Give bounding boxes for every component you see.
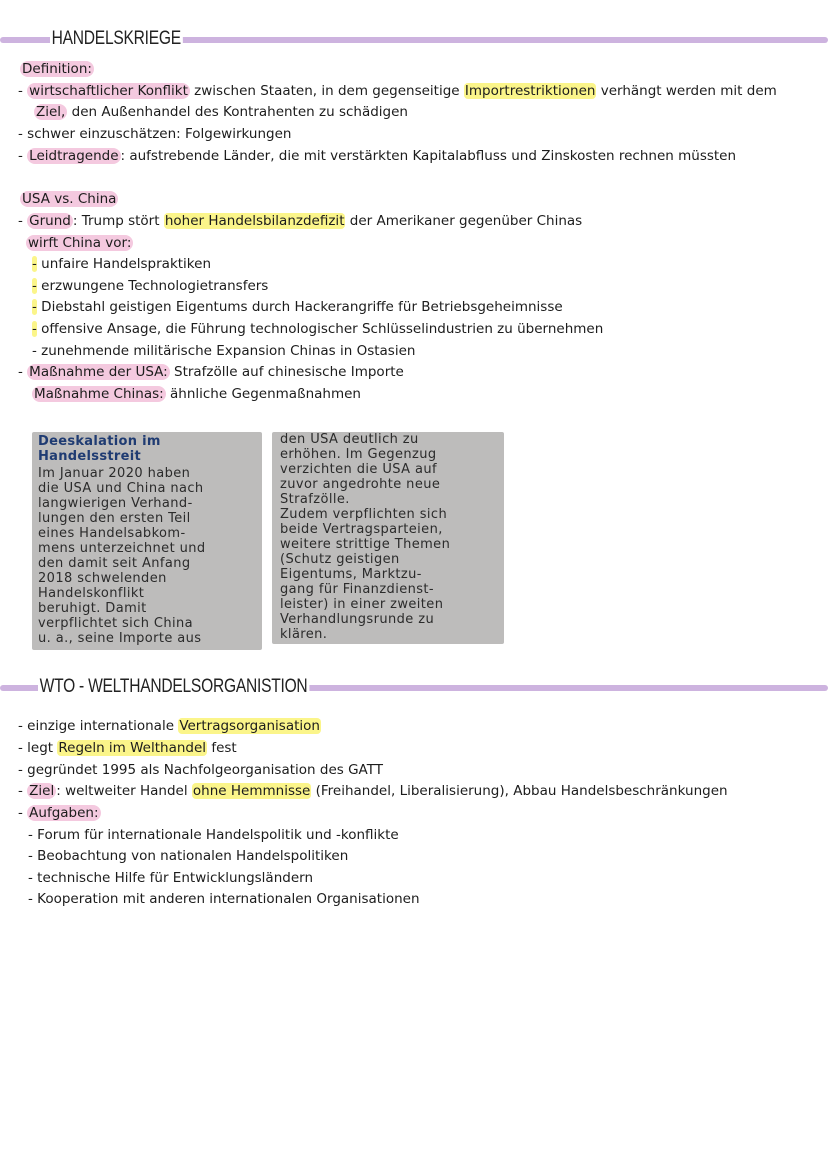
- clipping-line: den damit seit Anfang: [38, 556, 191, 571]
- accusation-item: - zunehmende militärische Expansion Chinas in Ostasien: [32, 343, 416, 359]
- massnahme-usa-line: - Maßnahme der USA: Strafzölle auf chinesische Importe: [18, 364, 404, 380]
- clipping-line: erhöhen. Im Gegenzug: [280, 447, 437, 462]
- clipping-line: 2018 schwelenden: [38, 571, 167, 586]
- wto-task-item: - technische Hilfe für Entwicklungsländern: [28, 870, 314, 886]
- clipping-line: Strafzölle.: [280, 492, 350, 507]
- section-title-wto: WTO - WELTHANDELSORGANISTION: [39, 676, 308, 697]
- clipping-line: langwierigen Verhand-: [38, 496, 193, 511]
- wto-line-1: - einzige internationale Vertragsorganisation: [18, 718, 320, 734]
- wto-task-item: - Beobachtung von nationalen Handelspolitiken: [28, 848, 349, 864]
- accusation-item: - erzwungene Technologietransfers: [32, 278, 269, 294]
- wto-task-item: - Kooperation mit anderen internationalen Organisationen: [28, 891, 420, 907]
- clipping-line: Verhandlungsrunde zu: [280, 612, 435, 627]
- clipping-line: gang für Finanzdienst-: [280, 582, 435, 597]
- clipping-line: Eigentums, Marktzu-: [280, 567, 422, 582]
- accusation-item: - Diebstahl geistigen Eigentums durch Hackerangriffe für Betriebsgeheimnisse: [32, 299, 563, 315]
- clipping-line: (Schutz geistigen: [280, 552, 400, 567]
- clipping-line: eines Handelsabkom-: [38, 526, 186, 541]
- grund-line: - Grund : Trump stört hoher Handelsbilanzdefizit der Amerikaner gegenüber Chinas: [18, 213, 583, 229]
- clipping-title: Handelsstreit: [38, 449, 141, 464]
- clipping-line: beruhigt. Damit: [38, 601, 147, 616]
- clipping-line: verpflichtet sich China: [38, 616, 194, 631]
- clipping-line: lungen den ersten Teil: [38, 511, 191, 526]
- clipping-line: die USA und China nach: [38, 481, 204, 496]
- wto-line-3: - gegründet 1995 als Nachfolgeorganisation des GATT: [18, 762, 383, 778]
- wirft-vor-label: wirft China vor:: [28, 235, 132, 251]
- wto-line-2: - legt Regeln im Welthandel fest: [18, 740, 237, 756]
- news-clipping-left: [32, 432, 262, 650]
- definition-line-2: Ziel, den Außenhandel des Kontrahenten zu schädigen: [36, 104, 408, 120]
- wto-line-5: - Aufgaben:: [18, 805, 99, 821]
- clipping-line: Zudem verpflichten sich: [280, 507, 448, 522]
- clipping-line: Handelskonflikt: [38, 586, 145, 601]
- clipping-line: weitere strittige Themen: [280, 537, 451, 552]
- clipping-line: klären.: [280, 627, 328, 642]
- clipping-line: leister) in einer zweiten: [280, 597, 444, 612]
- clipping-line: zuvor angedrohte neue: [280, 477, 441, 492]
- wto-line-4: - Ziel : weltweiter Handel ohne Hemmnisse (Freihandel, Liberalisierung), Abbau Handelsbeschränkungen: [18, 783, 728, 799]
- clipping-line: den USA deutlich zu: [280, 432, 419, 447]
- wto-task-item: - Forum für internationale Handelspolitik und -konflikte: [28, 827, 399, 843]
- section-title-handelskriege: HANDELSKRIEGE: [51, 28, 181, 49]
- clipping-line: mens unterzeichnet und: [38, 541, 206, 556]
- clipping-line: Im Januar 2020 haben: [38, 466, 191, 481]
- massnahme-china-line: Maßnahme Chinas: ähnliche Gegenmaßnahmen: [34, 386, 361, 402]
- accusation-item: - unfaire Handelspraktiken: [32, 256, 212, 272]
- news-clipping-right: [272, 432, 504, 644]
- definition-line-1: - wirtschaftlicher Konflikt zwischen Staaten, in dem gegenseitige Importrestriktionen verhängt werden mit dem: [18, 83, 777, 99]
- definition-heading: Definition:: [22, 61, 92, 77]
- clipping-title: Deeskalation im: [38, 434, 161, 449]
- clipping-line: beide Vertragsparteien,: [280, 522, 443, 537]
- accusation-item: - offensive Ansage, die Führung technologischer Schlüsselindustrien zu übernehmen: [32, 321, 604, 337]
- clipping-line: verzichten die USA auf: [280, 462, 437, 477]
- definition-line-4: - Leidtragende : aufstrebende Länder, die mit verstärkten Kapitalabfluss und Zinskosten rechnen müssten: [18, 148, 737, 164]
- clipping-line: u. a., seine Importe aus: [38, 631, 202, 646]
- definition-line-3: - schwer einzuschätzen: Folgewirkungen: [18, 126, 292, 142]
- usa-china-heading: USA vs. China: [22, 191, 117, 207]
